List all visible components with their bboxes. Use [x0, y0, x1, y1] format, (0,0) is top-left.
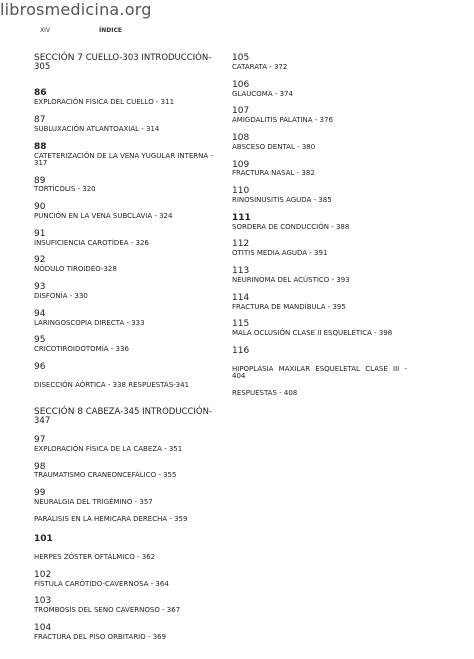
chapter-number: 91: [34, 228, 46, 239]
chapter-title: PARÁLISIS EN LA HEMICARA DERECHA - 359: [34, 514, 188, 523]
toc-entry[interactable]: [34, 571, 224, 588]
chapter-number: 89: [34, 175, 46, 186]
chapter-number: 87: [34, 114, 46, 125]
chapter-number: 109: [232, 159, 250, 170]
chapter-title: MALA OCLUSIÓN CLASE II ESQUELÉTICA - 398: [232, 329, 393, 338]
chapter-title: NEURALGIA DEL TRIGÉMINO - 357: [34, 498, 153, 507]
chapter-title: GLAUCOMA - 374: [232, 89, 293, 98]
chapter-number: 106: [232, 79, 250, 90]
chapter-title: NÓDULO TIROIDEO-328: [34, 265, 117, 274]
chapter-number: 95: [34, 335, 46, 346]
page-number: XIV: [40, 27, 50, 34]
toc-left-column: [34, 54, 224, 651]
chapter-title: CATARATA - 372: [232, 62, 288, 71]
chapter-title: RINOSINUSITIS AGUDA - 385: [232, 196, 332, 205]
chapter-title: TORTÍCOLIS - 320: [34, 185, 96, 194]
toc-entry[interactable]: [34, 256, 224, 273]
toc-entry[interactable]: [34, 230, 224, 247]
toc-entry[interactable]: [34, 116, 224, 133]
chapter-title: LARINGOSCOPIA DIRECTA - 333: [34, 318, 145, 327]
chapter-number: 94: [34, 308, 46, 319]
chapter-title: CRICOTIROIDOTOMÍA - 336: [34, 345, 129, 354]
section-subtitle: CABEZA-345 INTRODUCCIÓN-347: [34, 406, 213, 427]
toc-entry[interactable]: [232, 240, 442, 257]
toc-entry[interactable]: [34, 143, 224, 168]
chapter-title: SORDERA DE CONDUCCIÓN - 388: [232, 222, 350, 231]
toc-entry[interactable]: [232, 267, 442, 284]
chapter-title: INSUFICIENCIA CAROTÍDEA - 326: [34, 238, 149, 247]
chapter-number: 96: [34, 361, 46, 372]
chapter-number: 102: [34, 569, 52, 580]
toc-entry[interactable]: [34, 177, 224, 194]
chapter-number: 103: [34, 596, 52, 607]
chapter-number: 86: [34, 88, 47, 99]
chapter-title: HIPOPLASIA MAXILAR ESQUELETAL CLASE III - 404: [232, 364, 407, 381]
chapter-number: 112: [232, 239, 250, 250]
page-title: ÍNDICE: [99, 27, 122, 34]
toc-entry[interactable]: [34, 336, 224, 353]
section-heading-8: [34, 408, 224, 426]
toc-entry[interactable]: [232, 214, 442, 231]
toc-entry[interactable]: [34, 516, 224, 523]
chapter-number: 104: [34, 623, 52, 634]
toc-entry[interactable]: [232, 54, 442, 71]
chapter-title: FÍSTULA CARÓTIDO-CAVERNOSA - 364: [34, 579, 169, 588]
chapter-number: 101: [34, 534, 53, 545]
toc-entry[interactable]: [34, 436, 224, 453]
toc-entry[interactable]: [34, 363, 224, 389]
chapter-number: 113: [232, 266, 250, 276]
chapter-title: FRACTURA DE MANDÍBULA - 395: [232, 302, 346, 311]
toc-entry[interactable]: [232, 161, 442, 178]
toc-entry[interactable]: [232, 187, 442, 204]
toc-entry[interactable]: [232, 134, 442, 151]
toc-entry[interactable]: [34, 310, 224, 327]
chapter-number: 108: [232, 132, 250, 143]
toc-entry[interactable]: [34, 203, 224, 220]
toc-entry[interactable]: [34, 89, 224, 106]
toc-entry[interactable]: [34, 283, 224, 300]
chapter-number: 88: [34, 141, 47, 152]
chapter-number: 110: [232, 186, 250, 197]
chapter-number: 115: [232, 319, 250, 330]
toc-entry-respuestas[interactable]: [232, 390, 442, 397]
chapter-number: 93: [34, 282, 46, 293]
toc-entry[interactable]: [34, 463, 224, 480]
chapter-title: TRAUMATISMO CRANEONCEFÁLICO - 355: [34, 471, 177, 480]
chapter-number: 111: [232, 212, 251, 223]
chapter-number: 105: [232, 53, 250, 63]
chapter-number: 90: [34, 202, 46, 213]
section-subtitle: CUELLO-303 INTRODUCCIÓN-305: [34, 53, 212, 73]
watermark-text: librosmedicina.org: [0, 0, 152, 19]
chapter-title: CATETERIZACIÓN DE LA VENA YUGULAR INTERNA - 317: [34, 151, 213, 167]
chapter-number: 97: [34, 434, 46, 445]
chapter-number: 99: [34, 488, 46, 499]
chapter-title: PUNCIÓN EN LA VENA SUBCLAVIA - 324: [34, 212, 173, 221]
chapter-title: TROMBOSIS DEL SENO CAVERNOSO - 367: [34, 606, 181, 615]
chapter-title: DISECCIÓN AÓRTICA - 338 RESPUESTAS-341: [34, 380, 190, 389]
respuestas-label: RESPUESTAS - 408: [232, 388, 298, 397]
toc-entry[interactable]: [232, 294, 442, 311]
chapter-title: NEURINOMA DEL ACÚSTICO - 393: [232, 275, 350, 284]
section-label: SECCIÓN 8: [34, 406, 84, 417]
chapter-title: DISFONÍA - 330: [34, 291, 88, 300]
chapter-title: OTITIS MEDIA AGUDA - 391: [232, 249, 328, 258]
chapter-title: FRACTURA DEL PISO ORBITARIO - 369: [34, 632, 167, 641]
toc-entry[interactable]: [232, 347, 442, 381]
chapter-number: 92: [34, 255, 46, 266]
chapter-title: ABSCESO DENTAL - 380: [232, 142, 316, 151]
section-label: SECCIÓN 7: [34, 53, 84, 63]
chapter-number: 98: [34, 461, 46, 472]
toc-entry[interactable]: [34, 489, 224, 506]
toc-entry[interactable]: [232, 107, 442, 124]
chapter-number: 107: [232, 106, 250, 117]
toc-entry[interactable]: [34, 597, 224, 614]
chapter-title: FRACTURA NASAL - 382: [232, 169, 315, 178]
chapter-title: SUBLUXACIÓN ATLANTOAXIAL - 314: [34, 124, 160, 133]
chapter-number: 114: [232, 292, 250, 303]
section-heading-7: [34, 54, 224, 72]
toc-entry[interactable]: [232, 320, 442, 337]
chapter-title: EXPLORACIÓN FÍSICA DE LA CABEZA - 351: [34, 444, 183, 453]
chapter-title: HERPES ZÓSTER OFTÁLMICO - 362: [34, 553, 156, 562]
chapter-number: 116: [232, 345, 250, 356]
toc-entry[interactable]: [34, 535, 224, 561]
chapter-title: EXPLORACIÓN FÍSICA DEL CUELLO - 311: [34, 98, 175, 107]
toc-entry[interactable]: [34, 624, 224, 641]
toc-right-column: [232, 54, 442, 407]
toc-entry[interactable]: [232, 81, 442, 98]
chapter-title: AMIGDALITIS PALATINA - 376: [232, 116, 333, 125]
